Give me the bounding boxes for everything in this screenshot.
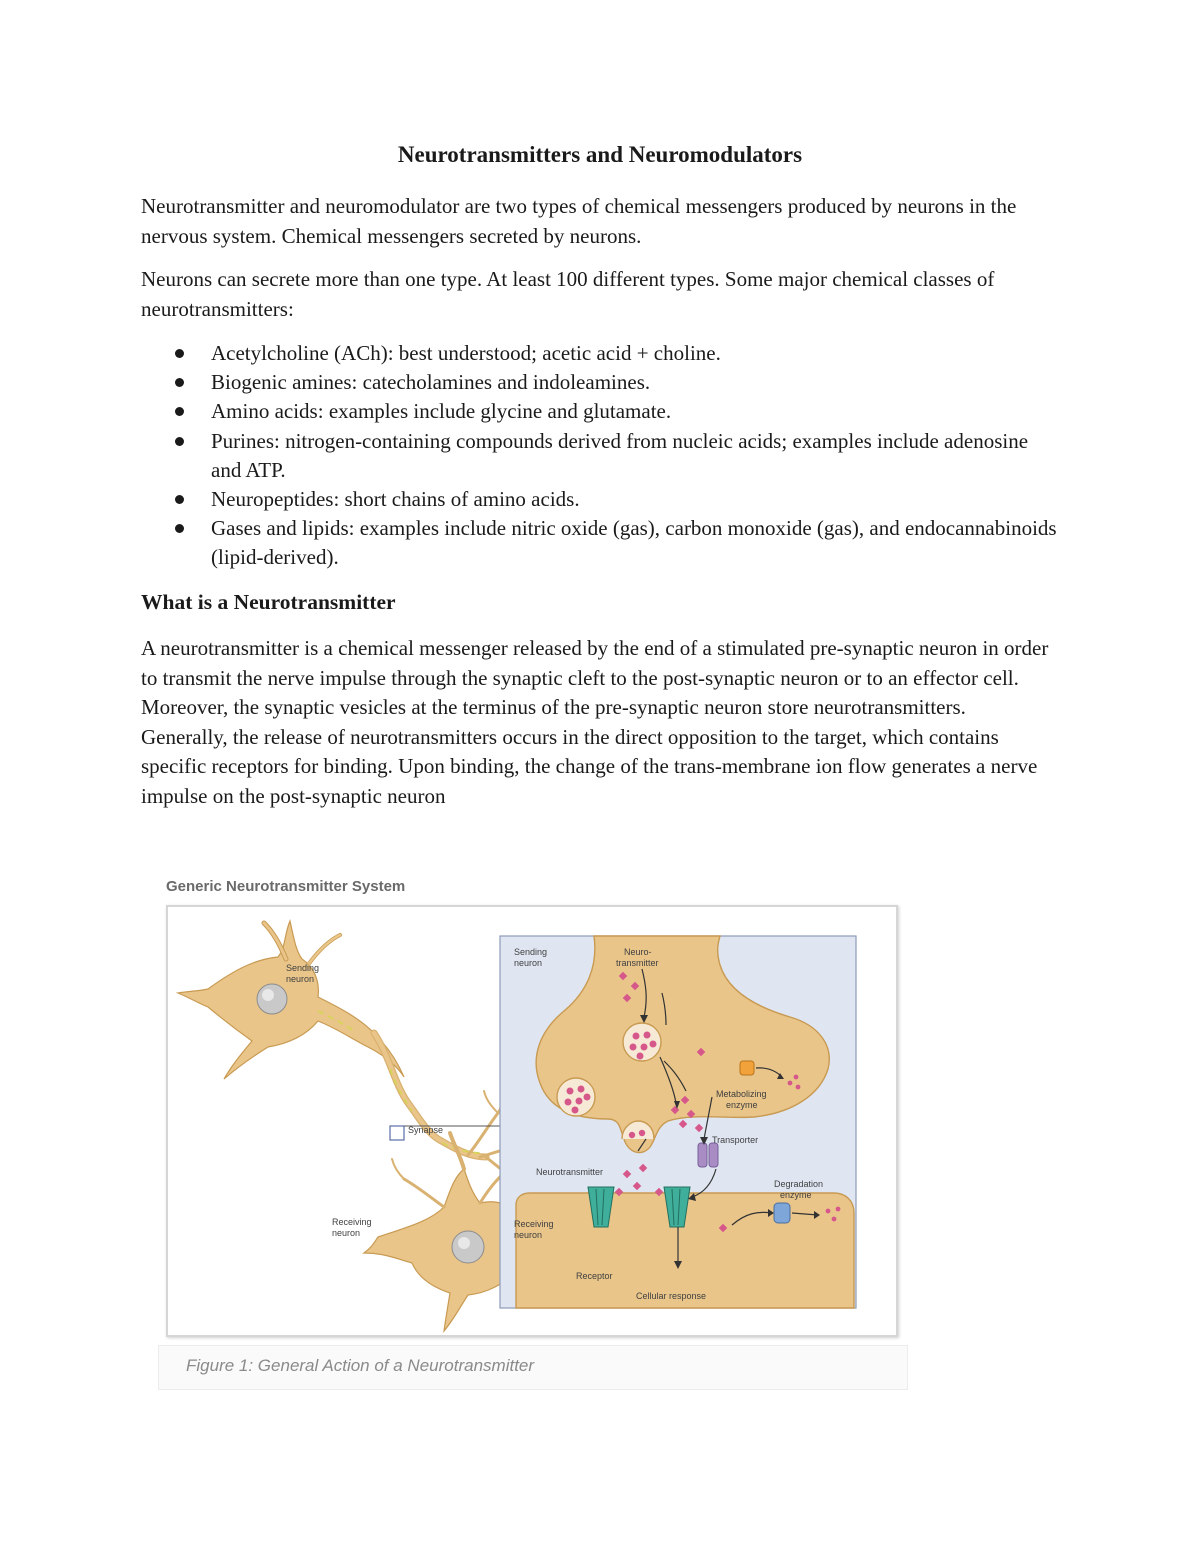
list-item: Biogenic amines: catecholamines and indoleamines. (141, 368, 1061, 397)
list-item: Acetylcholine (ACh): best understood; acetic acid + choline. (141, 339, 1061, 368)
bullet-icon (175, 407, 184, 416)
label-synapse: Synapse (408, 1125, 444, 1135)
synaptic-vesicle (623, 1023, 661, 1061)
list-item: Amino acids: examples include glycine and glutamate. (141, 397, 1061, 426)
list-item: Purines: nitrogen-containing compounds derived from nucleic acids; examples include adenosine and ATP. (141, 427, 1061, 485)
sending-neuron-cell (178, 921, 524, 1183)
figure-diagram (166, 905, 898, 1337)
section-body: A neurotransmitter is a chemical messenger released by the end of a stimulated pre-synaptic neuron in order to transmit the nerve impulse through the synaptic cleft to the post-synaptic neuron or to an effector cell. Moreover, the synaptic vesicles at the terminus of the pre-synaptic neuron store neurotransmitters. Generally, the release of neurotransmitters occurs in the direct opposition to the target, which contains specific receptors for binding. Upon binding, the change of the trans-membrane ion flow generates a nerve impulse on the post-synaptic neuron (141, 636, 1049, 808)
figure-title: Generic Neurotransmitter System (166, 878, 406, 895)
section-heading: What is a Neurotransmitter (141, 590, 396, 614)
bullet-icon (175, 437, 184, 446)
synaptic-vesicle (557, 1078, 595, 1116)
degradation-enzyme-icon (774, 1203, 790, 1223)
label-degradation-enzyme: Degradation enzyme (774, 1179, 824, 1200)
bullet-icon (175, 495, 184, 504)
page-title: Neurotransmitters and Neuromodulators (397, 142, 803, 167)
label-receiving-neuron-inset: Receiving neuron (514, 1219, 554, 1240)
label-receptor: Receptor (576, 1271, 613, 1281)
metabolizing-enzyme-icon (740, 1061, 754, 1075)
intro-paragraph: Neurotransmitter and neuromodulator are two types of chemical messengers produced by neurons in the nervous system. Chemical messengers secreted by neurons. (141, 194, 1017, 248)
neurotransmitter-classes-list (141, 339, 1061, 573)
classes-intro-paragraph: Neurons can secrete more than one type. At least 100 different types. Some major chemical classes of neurotransmitters: (141, 267, 995, 321)
synapse-inset (500, 936, 856, 1308)
bullet-icon (175, 349, 184, 358)
figure-caption: Figure 1: General Action of a Neurotransmitter (186, 1356, 535, 1375)
label-cellular-response: Cellular response (636, 1291, 707, 1301)
list-item: Neuropeptides: short chains of amino acids. (141, 485, 1061, 514)
label-neurotransmitter-top: Neuro-transmitter (616, 947, 659, 968)
neurotransmitter-system-illustration (168, 907, 896, 1335)
label-receiving-neuron-left: Receiving neuron (332, 1217, 372, 1238)
label-metabolizing-enzyme: Metabolizing enzyme (716, 1089, 767, 1110)
label-sending-neuron-left: Sending neuron (286, 963, 320, 984)
bullet-icon (175, 378, 184, 387)
list-item: Gases and lipids: examples include nitric oxide (gas), carbon monoxide (gas), and endocannabinoids (lipid-derived). (141, 514, 1061, 572)
label-sending-neuron-inset: Sending neuron (514, 947, 548, 968)
label-transporter: Transporter (712, 1135, 759, 1145)
label-neurotransmitter-mid: Neurotransmitter (536, 1167, 604, 1177)
bullet-icon (175, 524, 184, 533)
synapse-marker (390, 1126, 404, 1140)
